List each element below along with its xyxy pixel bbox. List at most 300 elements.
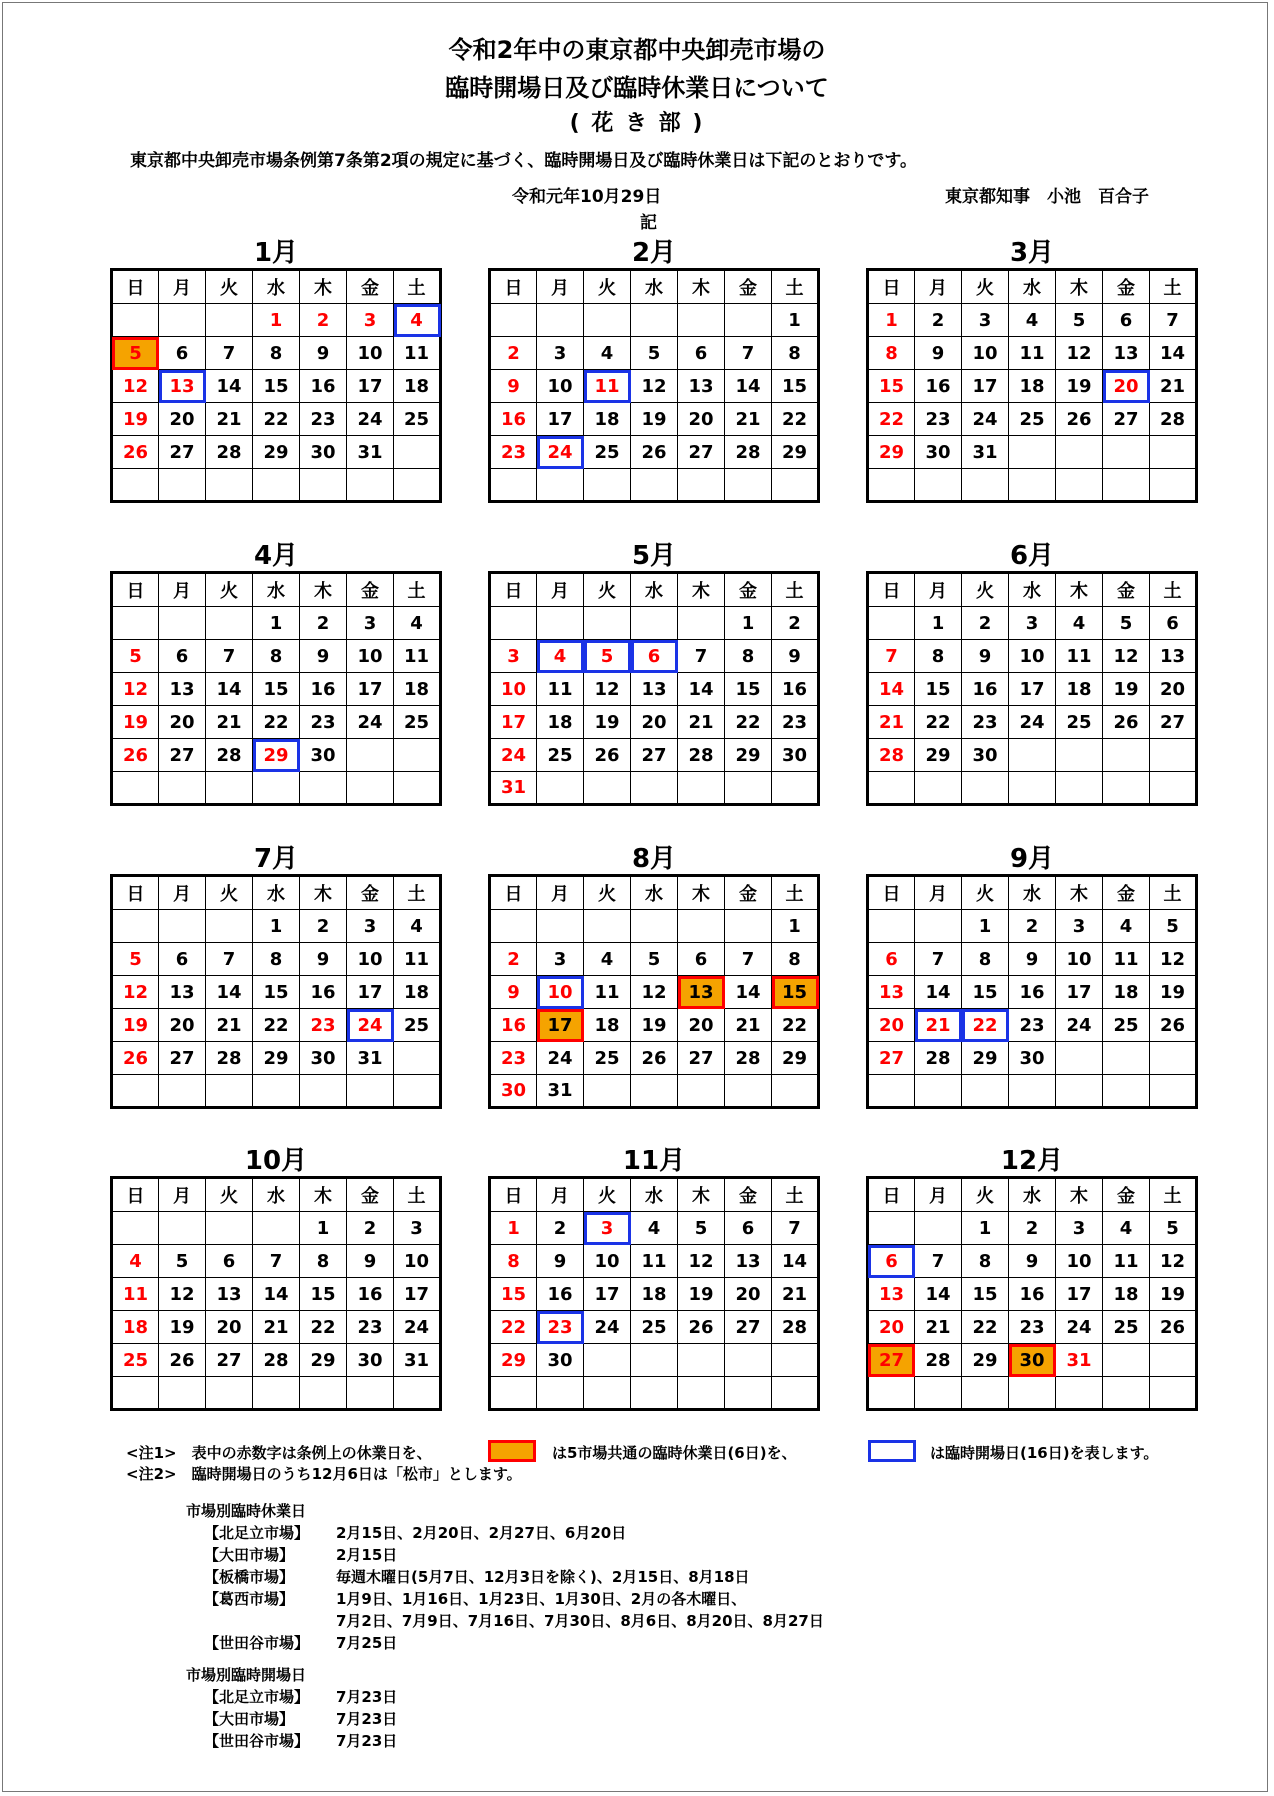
- day-cell: 14: [206, 673, 253, 706]
- day-cell: 8: [868, 337, 915, 370]
- month-table: [110, 268, 442, 503]
- day-cell: 2: [537, 1212, 584, 1245]
- weekday-header: 日: [112, 270, 159, 304]
- day-cell: 16: [1009, 1278, 1056, 1311]
- day-cell: 26: [584, 739, 631, 772]
- day-cell: 11: [394, 640, 441, 673]
- day-cell: 13: [631, 673, 678, 706]
- week-row: [112, 469, 441, 502]
- day-cell: [1150, 1377, 1197, 1410]
- day-cell: 23: [490, 1042, 537, 1075]
- week-row: [490, 739, 819, 772]
- day-cell: 4: [584, 943, 631, 976]
- day-cell: 5: [584, 640, 631, 673]
- weekday-header: 土: [772, 573, 819, 607]
- day-cell: 3: [537, 943, 584, 976]
- day-cell: 11: [1056, 640, 1103, 673]
- day-cell: 1: [962, 1212, 1009, 1245]
- day-cell: 9: [300, 943, 347, 976]
- week-row: [112, 1278, 441, 1311]
- day-cell: 26: [112, 739, 159, 772]
- day-cell: 5: [1103, 607, 1150, 640]
- day-cell: [1150, 436, 1197, 469]
- day-cell: [584, 1075, 631, 1108]
- weekday-header: 金: [725, 270, 772, 304]
- weekday-header: 金: [1103, 876, 1150, 910]
- weekday-header: 土: [1150, 270, 1197, 304]
- day-cell: 21: [725, 1009, 772, 1042]
- day-cell: [206, 1377, 253, 1410]
- day-cell: 12: [631, 976, 678, 1009]
- day-cell: 10: [584, 1245, 631, 1278]
- day-cell: [112, 469, 159, 502]
- day-cell: 5: [1056, 304, 1103, 337]
- day-cell: 20: [678, 1009, 725, 1042]
- day-cell: [868, 469, 915, 502]
- month-calendar: [488, 238, 820, 503]
- day-cell: 23: [1009, 1009, 1056, 1042]
- day-cell: 5: [112, 943, 159, 976]
- day-cell: [915, 1377, 962, 1410]
- day-cell: 22: [253, 1009, 300, 1042]
- weekday-header: 木: [678, 1178, 725, 1212]
- day-cell: 25: [1056, 706, 1103, 739]
- day-cell: 30: [490, 1075, 537, 1108]
- week-row: [868, 337, 1197, 370]
- week-row: [112, 1042, 441, 1075]
- weekday-header: 金: [1103, 1178, 1150, 1212]
- week-row: [868, 943, 1197, 976]
- month-table: [488, 1176, 820, 1411]
- weekday-header: 水: [631, 573, 678, 607]
- day-cell: [1009, 772, 1056, 805]
- day-cell: 30: [300, 436, 347, 469]
- day-cell: 26: [631, 1042, 678, 1075]
- day-cell: 29: [962, 1042, 1009, 1075]
- note-1-prefix: <注1> 表中の赤数字は条例上の休業日を、: [126, 1444, 432, 1462]
- day-cell: 1: [490, 1212, 537, 1245]
- day-cell: 6: [631, 640, 678, 673]
- day-cell: 7: [206, 640, 253, 673]
- day-cell: 26: [159, 1344, 206, 1377]
- weekday-header: 土: [394, 1178, 441, 1212]
- day-cell: [772, 1075, 819, 1108]
- day-cell: [725, 1377, 772, 1410]
- day-cell: 7: [253, 1245, 300, 1278]
- day-cell: 17: [1056, 976, 1103, 1009]
- weekday-header: 木: [1056, 1178, 1103, 1212]
- day-cell: 5: [159, 1245, 206, 1278]
- day-cell: [631, 469, 678, 502]
- day-cell: 21: [772, 1278, 819, 1311]
- note-1-end: は臨時開場日(16日)を表します。: [930, 1444, 1159, 1462]
- day-cell: [394, 469, 441, 502]
- day-cell: 31: [962, 436, 1009, 469]
- day-cell: 16: [915, 370, 962, 403]
- day-cell: 20: [159, 706, 206, 739]
- day-cell: 1: [253, 607, 300, 640]
- weekday-header: 日: [868, 876, 915, 910]
- weekday-header: 火: [584, 1178, 631, 1212]
- day-cell: [868, 772, 915, 805]
- day-cell: [490, 607, 537, 640]
- day-cell: [725, 1344, 772, 1377]
- day-cell: 27: [725, 1311, 772, 1344]
- day-cell: 18: [394, 370, 441, 403]
- week-row: [868, 976, 1197, 1009]
- day-cell: 24: [962, 403, 1009, 436]
- day-cell: 13: [678, 370, 725, 403]
- week-row: [112, 607, 441, 640]
- day-cell: 26: [1150, 1009, 1197, 1042]
- day-cell: 19: [631, 1009, 678, 1042]
- weekday-header: 水: [631, 876, 678, 910]
- day-cell: 29: [490, 1344, 537, 1377]
- day-cell: 25: [1103, 1311, 1150, 1344]
- day-cell: 19: [159, 1311, 206, 1344]
- day-cell: [725, 1075, 772, 1108]
- day-cell: 24: [537, 1042, 584, 1075]
- day-cell: 22: [772, 1009, 819, 1042]
- day-cell: 24: [1056, 1311, 1103, 1344]
- week-row: [112, 1009, 441, 1042]
- day-cell: 31: [537, 1075, 584, 1108]
- week-row: [112, 910, 441, 943]
- day-cell: 11: [537, 673, 584, 706]
- day-cell: 13: [206, 1278, 253, 1311]
- day-cell: 25: [394, 1009, 441, 1042]
- weekday-header: 土: [394, 573, 441, 607]
- day-cell: 16: [300, 370, 347, 403]
- week-row: [868, 910, 1197, 943]
- day-cell: 7: [915, 943, 962, 976]
- day-cell: 31: [394, 1344, 441, 1377]
- day-cell: 27: [631, 739, 678, 772]
- day-cell: [772, 469, 819, 502]
- day-cell: [537, 772, 584, 805]
- weekday-header: 水: [1009, 1178, 1056, 1212]
- day-cell: 6: [868, 943, 915, 976]
- day-cell: 30: [1009, 1344, 1056, 1377]
- day-cell: 2: [962, 607, 1009, 640]
- day-cell: [962, 1377, 1009, 1410]
- day-cell: 27: [1150, 706, 1197, 739]
- week-row: [112, 943, 441, 976]
- day-cell: 17: [1056, 1278, 1103, 1311]
- day-cell: 19: [631, 403, 678, 436]
- weekday-header: 水: [253, 573, 300, 607]
- day-cell: [915, 910, 962, 943]
- week-row: [490, 1009, 819, 1042]
- day-cell: [725, 772, 772, 805]
- market-dates: 毎週木曜日(5月7日、12月3日を除く)、2月15日、8月18日: [336, 1568, 750, 1586]
- day-cell: 1: [253, 304, 300, 337]
- day-cell: 7: [725, 337, 772, 370]
- day-cell: 13: [159, 976, 206, 1009]
- day-cell: 25: [584, 436, 631, 469]
- month-calendar: [488, 1146, 820, 1411]
- day-cell: [112, 304, 159, 337]
- weekday-header: 金: [347, 573, 394, 607]
- week-row: [490, 1278, 819, 1311]
- day-cell: 19: [678, 1278, 725, 1311]
- day-cell: [915, 772, 962, 805]
- market-dates: 7月2日、7月9日、7月16日、7月30日、8月6日、8月20日、8月27日: [336, 1612, 824, 1630]
- week-row: [868, 673, 1197, 706]
- day-cell: 3: [584, 1212, 631, 1245]
- week-row: [112, 706, 441, 739]
- day-cell: 17: [347, 673, 394, 706]
- weekday-header: 月: [537, 876, 584, 910]
- month-calendar: [866, 238, 1198, 503]
- day-cell: 1: [772, 910, 819, 943]
- openings-heading: 市場別臨時開場日: [186, 1666, 307, 1684]
- day-cell: 24: [347, 1009, 394, 1042]
- day-cell: 30: [962, 739, 1009, 772]
- week-row: [112, 739, 441, 772]
- day-cell: 8: [300, 1245, 347, 1278]
- day-cell: 27: [678, 436, 725, 469]
- day-cell: [631, 304, 678, 337]
- day-cell: [347, 1377, 394, 1410]
- day-cell: 4: [1103, 1212, 1150, 1245]
- day-cell: [868, 1075, 915, 1108]
- weekday-header: 木: [300, 876, 347, 910]
- day-cell: 8: [772, 337, 819, 370]
- day-cell: [206, 304, 253, 337]
- day-cell: [584, 910, 631, 943]
- week-row: [112, 673, 441, 706]
- weekday-header: 水: [631, 270, 678, 304]
- day-cell: 3: [347, 607, 394, 640]
- day-cell: 8: [915, 640, 962, 673]
- week-row: [490, 1245, 819, 1278]
- day-cell: 5: [1150, 910, 1197, 943]
- week-row: [112, 1344, 441, 1377]
- day-cell: [300, 1075, 347, 1108]
- day-cell: 6: [868, 1245, 915, 1278]
- day-cell: 25: [537, 739, 584, 772]
- day-cell: 26: [112, 436, 159, 469]
- month-title: 3月: [1009, 238, 1055, 268]
- day-cell: [1150, 1042, 1197, 1075]
- day-cell: 12: [631, 370, 678, 403]
- weekday-header: 土: [1150, 876, 1197, 910]
- day-cell: [1150, 469, 1197, 502]
- day-cell: 14: [678, 673, 725, 706]
- day-cell: 4: [394, 910, 441, 943]
- day-cell: 4: [394, 607, 441, 640]
- day-cell: 23: [300, 706, 347, 739]
- legend-blue-swatch: [868, 1440, 916, 1462]
- day-cell: 25: [584, 1042, 631, 1075]
- day-cell: [1056, 1377, 1103, 1410]
- day-cell: 4: [584, 337, 631, 370]
- day-cell: [678, 910, 725, 943]
- day-cell: 14: [868, 673, 915, 706]
- day-cell: [772, 772, 819, 805]
- day-cell: 29: [772, 436, 819, 469]
- week-row: [490, 1075, 819, 1108]
- day-cell: 11: [1103, 1245, 1150, 1278]
- week-row: [490, 1311, 819, 1344]
- day-cell: 18: [112, 1311, 159, 1344]
- month-title: 1月: [253, 238, 299, 268]
- day-cell: 28: [206, 436, 253, 469]
- day-cell: 12: [1056, 337, 1103, 370]
- day-cell: [631, 1377, 678, 1410]
- day-cell: 16: [347, 1278, 394, 1311]
- day-cell: 15: [868, 370, 915, 403]
- day-cell: 24: [1056, 1009, 1103, 1042]
- day-cell: 10: [347, 943, 394, 976]
- weekday-header: 金: [725, 1178, 772, 1212]
- day-cell: [962, 1075, 1009, 1108]
- day-cell: 27: [159, 1042, 206, 1075]
- day-cell: [725, 469, 772, 502]
- day-cell: [347, 772, 394, 805]
- weekday-header: 日: [490, 270, 537, 304]
- day-cell: 9: [1009, 1245, 1056, 1278]
- day-cell: 2: [490, 943, 537, 976]
- day-cell: 23: [300, 1009, 347, 1042]
- day-cell: 2: [1009, 1212, 1056, 1245]
- day-cell: 1: [915, 607, 962, 640]
- issue-date: 令和元年10月29日: [512, 187, 662, 207]
- month-table: [866, 874, 1198, 1109]
- weekday-header: 日: [868, 1178, 915, 1212]
- day-cell: 26: [1150, 1311, 1197, 1344]
- day-cell: 25: [394, 706, 441, 739]
- month-title: 9月: [1009, 844, 1055, 874]
- week-row: [490, 436, 819, 469]
- day-cell: 24: [1009, 706, 1056, 739]
- weekday-header: 月: [159, 1178, 206, 1212]
- day-cell: [159, 469, 206, 502]
- day-cell: 20: [206, 1311, 253, 1344]
- weekday-header: 日: [490, 1178, 537, 1212]
- week-row: [868, 1212, 1197, 1245]
- day-cell: 13: [725, 1245, 772, 1278]
- day-cell: 13: [678, 976, 725, 1009]
- weekday-header: 土: [772, 876, 819, 910]
- day-cell: 3: [1056, 1212, 1103, 1245]
- day-cell: 8: [962, 1245, 1009, 1278]
- market-dates: 7月23日: [336, 1710, 398, 1728]
- day-cell: 15: [490, 1278, 537, 1311]
- day-cell: 23: [1009, 1311, 1056, 1344]
- day-cell: 30: [300, 739, 347, 772]
- day-cell: 3: [1009, 607, 1056, 640]
- day-cell: 12: [678, 1245, 725, 1278]
- title-line-2: 臨時開場日及び臨時休業日について: [445, 74, 829, 102]
- month-title: 10月: [244, 1146, 308, 1176]
- week-row: [490, 1042, 819, 1075]
- day-cell: 14: [915, 1278, 962, 1311]
- day-cell: 10: [347, 337, 394, 370]
- day-cell: [206, 772, 253, 805]
- day-cell: [1150, 772, 1197, 805]
- day-cell: 21: [725, 403, 772, 436]
- day-cell: 22: [962, 1009, 1009, 1042]
- day-cell: [253, 469, 300, 502]
- market-dates: 7月25日: [336, 1634, 398, 1652]
- day-cell: 14: [725, 370, 772, 403]
- day-cell: 4: [1056, 607, 1103, 640]
- day-cell: [1103, 739, 1150, 772]
- day-cell: 10: [1009, 640, 1056, 673]
- day-cell: 28: [915, 1344, 962, 1377]
- day-cell: 22: [868, 403, 915, 436]
- day-cell: 8: [253, 640, 300, 673]
- week-row: [112, 772, 441, 805]
- day-cell: 27: [159, 739, 206, 772]
- day-cell: 18: [584, 1009, 631, 1042]
- day-cell: 18: [537, 706, 584, 739]
- day-cell: [300, 469, 347, 502]
- day-cell: 6: [159, 337, 206, 370]
- day-cell: [678, 607, 725, 640]
- week-row: [868, 370, 1197, 403]
- day-cell: [112, 910, 159, 943]
- weekday-header: 火: [962, 1178, 1009, 1212]
- day-cell: [112, 772, 159, 805]
- day-cell: 21: [1150, 370, 1197, 403]
- market-dates: 7月23日: [336, 1732, 398, 1750]
- day-cell: 29: [772, 1042, 819, 1075]
- day-cell: 9: [772, 640, 819, 673]
- week-row: [868, 403, 1197, 436]
- month-title: 7月: [253, 844, 299, 874]
- day-cell: [159, 304, 206, 337]
- month-title: 2月: [631, 238, 677, 268]
- day-cell: 23: [962, 706, 1009, 739]
- day-cell: 20: [159, 403, 206, 436]
- week-row: [868, 1377, 1197, 1410]
- day-cell: [206, 469, 253, 502]
- day-cell: 16: [772, 673, 819, 706]
- week-row: [112, 436, 441, 469]
- day-cell: [725, 910, 772, 943]
- weekday-header: 火: [962, 270, 1009, 304]
- day-cell: 1: [253, 910, 300, 943]
- day-cell: 28: [868, 739, 915, 772]
- month-calendar: [488, 541, 820, 806]
- week-row: [490, 607, 819, 640]
- day-cell: 10: [1056, 1245, 1103, 1278]
- day-cell: 4: [1009, 304, 1056, 337]
- week-row: [868, 1042, 1197, 1075]
- ki-mark: 記: [640, 213, 657, 233]
- weekday-header: 金: [347, 270, 394, 304]
- day-cell: 9: [490, 976, 537, 1009]
- week-row: [490, 706, 819, 739]
- week-row: [868, 1075, 1197, 1108]
- weekday-header: 月: [915, 573, 962, 607]
- day-cell: 15: [962, 1278, 1009, 1311]
- day-cell: 21: [678, 706, 725, 739]
- week-row: [868, 469, 1197, 502]
- weekday-header: 日: [490, 876, 537, 910]
- day-cell: 28: [772, 1311, 819, 1344]
- day-cell: [159, 1075, 206, 1108]
- day-cell: 16: [490, 1009, 537, 1042]
- day-cell: [631, 607, 678, 640]
- month-calendar: [110, 844, 442, 1109]
- day-cell: [631, 910, 678, 943]
- weekday-header: 水: [253, 876, 300, 910]
- day-cell: 23: [490, 436, 537, 469]
